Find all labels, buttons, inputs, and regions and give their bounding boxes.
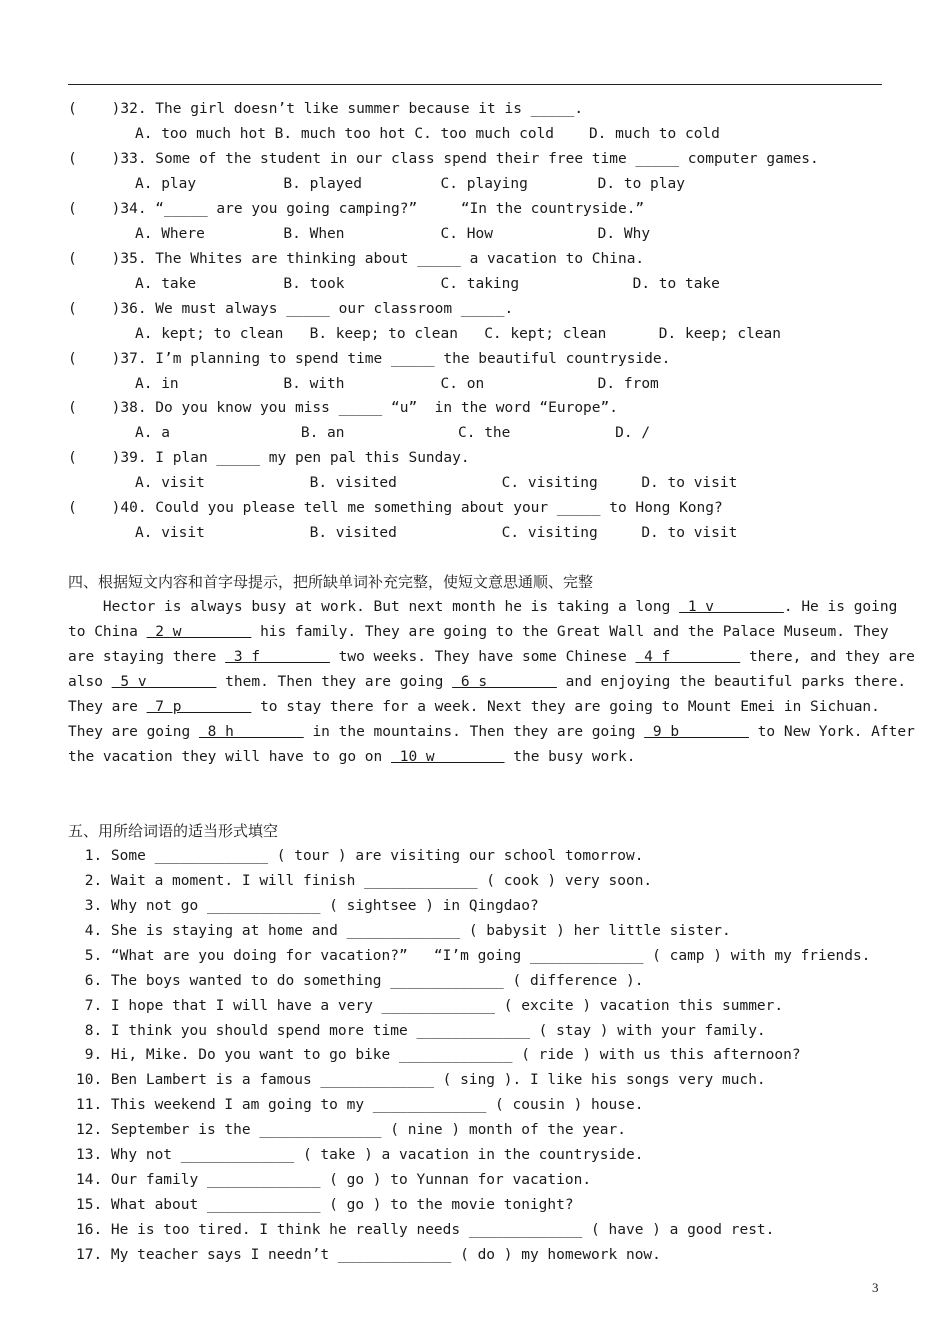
question-33-stem: ( )33. Some of the student in our class spend their free time _____ computer games.: [68, 151, 819, 167]
header-rule: [68, 84, 882, 85]
fill-item-9: 9. Hi, Mike. Do you want to go bike _____________ ( ride ) with us this afternoon?: [76, 1047, 801, 1063]
fill-item-12: 12. September is the ______________ ( nine ) month of the year.: [76, 1122, 626, 1138]
question-32-options: A. too much hot B. much too hot C. too much cold D. much to cold: [135, 126, 720, 142]
fill-item-14: 14. Our family _____________ ( go ) to Yunnan for vacation.: [76, 1172, 592, 1188]
question-34-options: A. Where B. When C. How D. Why: [135, 226, 651, 242]
fill-item-17: 17. My teacher says I needn’t _____________ ( do ) my homework now.: [76, 1247, 661, 1263]
passage-line-6: They are going 8 h in the mountains. Then they are going 9 b to New York. After: [68, 724, 915, 740]
blank-8[interactable]: 8 h: [198, 724, 304, 740]
fill-item-1: 1. Some _____________ ( tour ) are visiting our school tomorrow.: [76, 848, 644, 864]
fill-item-8: 8. I think you should spend more time _____________ ( stay ) with your family.: [76, 1023, 766, 1039]
blank-10[interactable]: 10 w: [391, 749, 505, 765]
fill-item-16: 16. He is too tired. I think he really needs _____________ ( have ) a good rest.: [76, 1222, 775, 1238]
question-36-options: A. kept; to clean B. keep; to clean C. kept; clean D. keep; clean: [135, 326, 782, 342]
question-33-options: A. play B. played C. playing D. to play: [135, 176, 685, 192]
passage-line-7: the vacation they will have to go on 10 w the busy work.: [68, 749, 636, 765]
question-39-stem: ( )39. I plan _____ my pen pal this Sunday.: [68, 450, 470, 466]
passage-line-3: are staying there 3 f two weeks. They have some Chinese 4 f there, and they are: [68, 649, 915, 665]
question-36-stem: ( )36. We must always _____ our classroom _____.: [68, 301, 514, 317]
section-5-title: 五、用所给词语的适当形式填空: [68, 822, 279, 840]
fill-item-10: 10. Ben Lambert is a famous _____________ ( sing ). I like his songs very much.: [76, 1072, 766, 1088]
blank-1[interactable]: 1 v: [679, 599, 784, 615]
question-32-stem: ( )32. The girl doesn’t like summer because it is _____.: [68, 101, 584, 117]
question-38-stem: ( )38. Do you know you miss _____ “u” in the word “Europe”.: [68, 400, 618, 416]
blank-9[interactable]: 9 b: [644, 724, 749, 740]
fill-item-15: 15. What about _____________ ( go ) to the movie tonight?: [76, 1197, 574, 1213]
blank-3[interactable]: 3 f: [225, 649, 330, 665]
blank-4[interactable]: 4 f: [635, 649, 741, 665]
fill-item-4: 4. She is staying at home and _____________ ( babysit ) her little sister.: [76, 923, 731, 939]
question-34-stem: ( )34. “_____ are you going camping?” “In the countryside.”: [68, 201, 645, 217]
fill-item-5: 5. “What are you doing for vacation?” “I’m going _____________ ( camp ) with my friends.: [76, 948, 871, 964]
passage-line-1: Hector is always busy at work. But next month he is taking a long 1 v . He is going: [68, 599, 898, 615]
question-37-options: A. in B. with C. on D. from: [135, 376, 659, 392]
section-4-title: 四、根据短文内容和首字母提示，把所缺单词补充完整，使短文意思通顺、完整: [68, 573, 594, 591]
fill-item-6: 6. The boys wanted to do something _____________ ( difference ).: [76, 973, 644, 989]
question-35-stem: ( )35. The Whites are thinking about _____ a vacation to China.: [68, 251, 645, 267]
fill-item-11: 11. This weekend I am going to my _____________ ( cousin ) house.: [76, 1097, 644, 1113]
blank-7[interactable]: 7 p: [146, 699, 252, 715]
question-40-stem: ( )40. Could you please tell me something about your _____ to Hong Kong?: [68, 500, 723, 516]
fill-item-7: 7. I hope that I will have a very _____________ ( excite ) vacation this summer.: [76, 998, 784, 1014]
page-number: 3: [872, 1280, 879, 1295]
blank-5[interactable]: 5 v: [111, 674, 217, 690]
fill-item-3: 3. Why not go _____________ ( sightsee ) in Qingdao?: [76, 898, 539, 914]
fill-item-13: 13. Why not _____________ ( take ) a vacation in the countryside.: [76, 1147, 644, 1163]
passage-line-2: to China 2 w his family. They are going to the Great Wall and the Palace Museum. They: [68, 624, 889, 640]
passage-line-5: They are 7 p to stay there for a week. Next they are going to Mount Emei in Sichuan.: [68, 699, 880, 715]
question-40-options: A. visit B. visited C. visiting D. to visit: [135, 525, 738, 541]
fill-item-2: 2. Wait a moment. I will finish _____________ ( cook ) very soon.: [76, 873, 653, 889]
question-35-options: A. take B. took C. taking D. to take: [135, 276, 720, 292]
question-37-stem: ( )37. I’m planning to spend time _____ the beautiful countryside.: [68, 351, 671, 367]
blank-6[interactable]: 6 s: [452, 674, 557, 690]
question-39-options: A. visit B. visited C. visiting D. to visit: [135, 475, 738, 491]
passage-line-4: also 5 v them. Then they are going 6 s and enjoying the beautiful parks there.: [68, 674, 907, 690]
question-38-options: A. a B. an C. the D. /: [135, 425, 651, 441]
blank-2[interactable]: 2 w: [146, 624, 252, 640]
